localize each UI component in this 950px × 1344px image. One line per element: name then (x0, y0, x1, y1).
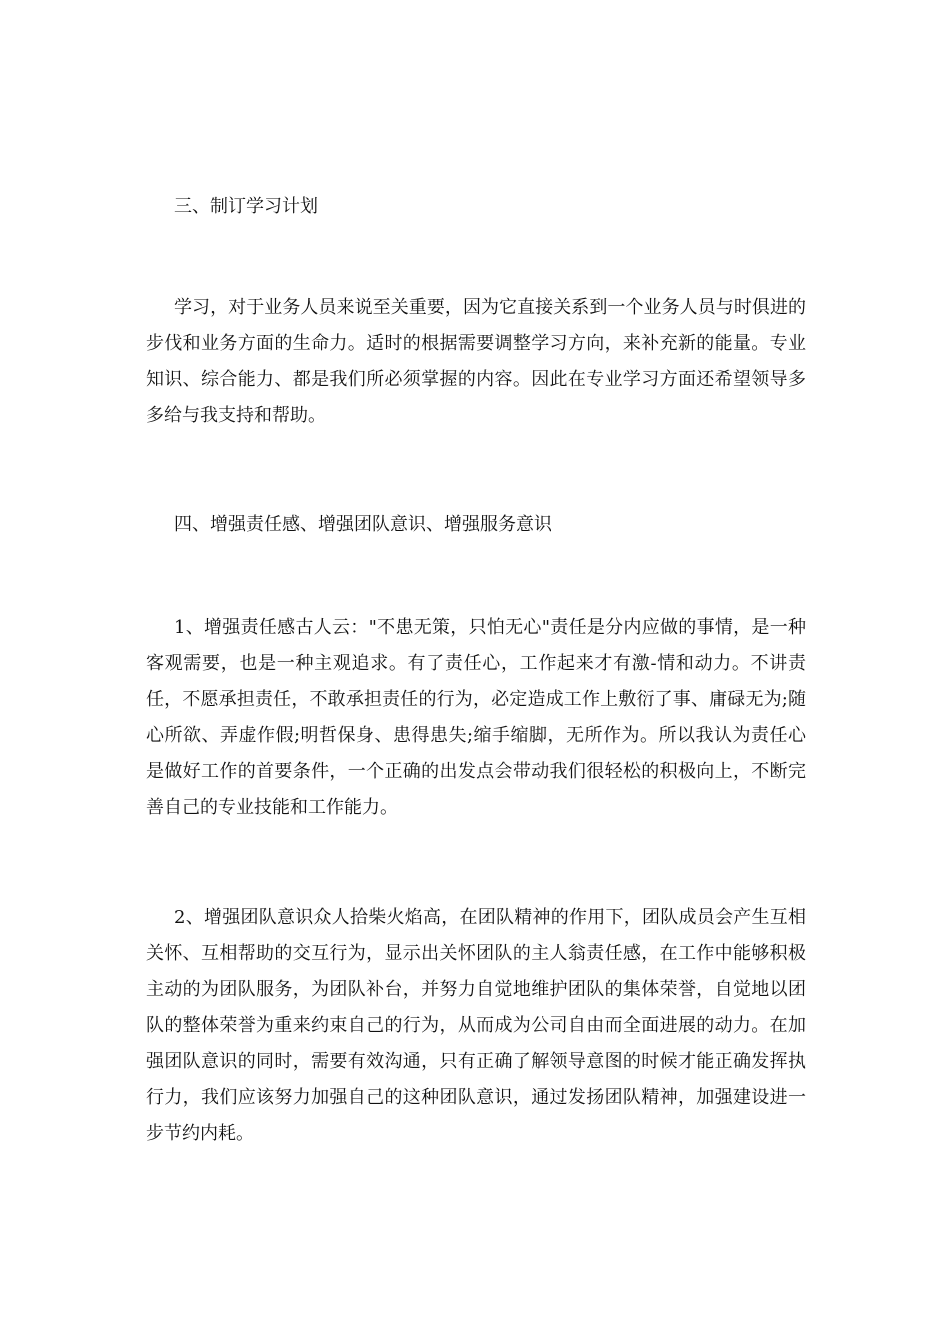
paragraph-teamwork: 2、增强团队意识众人拾柴火焰高，在团队精神的作用下，团队成员会产生互相关怀、互相帮助的交互行为，显示出关怀团队的主人翁责任感，在工作中能够积极主动的为团队服务，为团队补台，并努力自觉地维护团队的集体荣誉，自觉地以团队的整体荣誉为重来约束自己的行为，从而成为公司自由而全面进展的动力。在加强团队意识的同时，需要有效沟通，只有正确了解领导意图的时候才能正确发挥执行力，我们应该努力加强自己的这种团队意识，通过发扬团队精神，加强建设进一步节约内耗。 (146, 907, 806, 1144)
paragraph-study-plan: 学习，对于业务人员来说至关重要，因为它直接关系到一个业务人员与时俱进的步伐和业务方面的生命力。适时的根据需要调整学习方向，来补充新的能量。专业知识、综合能力、都是我们所必须掌握的内容。因此在专业学习方面还希望领导多多给与我支持和帮助。 (146, 297, 806, 426)
section-heading-study-plan: 三、制订学习计划 (174, 196, 318, 217)
section-heading-responsibility-teamwork-service: 四、增强责任感、增强团队意识、增强服务意识 (174, 514, 552, 535)
paragraph-responsibility: 1、增强责任感古人云："不患无策，只怕无心"责任是分内应做的事情，是一种客观需要，也是一种主观追求。有了责任心，工作起来才有激-情和动力。不讲责任，不愿承担责任，不敢承担责任的行为，必定造成工作上敷衍了事、庸碌无为;随心所欲、弄虚作假;明哲保身、患得患失;缩手缩脚，无所作为。所以我认为责任心是做好工作的首要条件，一个正确的出发点会带动我们很轻松的积极向上，不断完善自己的专业技能和工作能力。 (146, 617, 806, 818)
